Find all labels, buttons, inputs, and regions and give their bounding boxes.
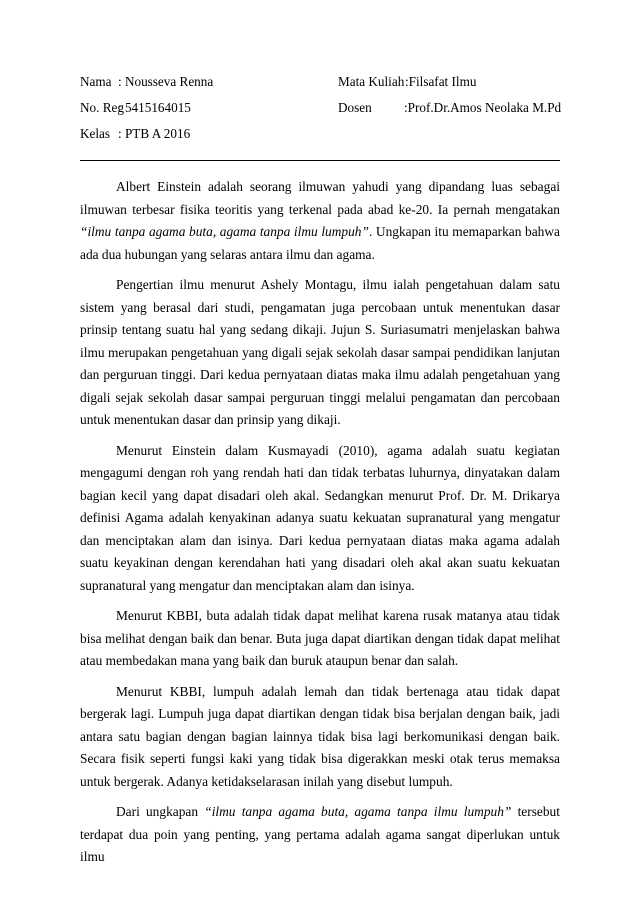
nama-value: : Nousseva Renna bbox=[118, 74, 214, 89]
mata-kuliah-label: Mata Kuliah bbox=[338, 74, 405, 89]
paragraph-1-text-b: . Ungkapan itu memaparkan bahwa ada dua hubungan yang selaras antara ilmu dan agama. bbox=[80, 224, 560, 262]
header-divider bbox=[80, 160, 560, 161]
kelas-label: Kelas bbox=[80, 126, 111, 141]
paragraph-1-quote: “ilmu tanpa agama buta, agama tanpa ilmu lumpuh” bbox=[80, 224, 369, 239]
paragraph-1 bbox=[80, 176, 560, 266]
kelas-value: : PTB A 2016 bbox=[118, 126, 191, 141]
nama-label: Nama bbox=[80, 74, 112, 89]
paragraph-2: Pengertian ilmu menurut Ashely Montagu, ilmu ialah pengetahuan dalam satu sistem yang berasal dari studi, pengamatan juga percobaan untuk menentukan dasar prinsip tentang suatu hal yang sedang dikaji. Jujun S. Suriasumatri menjelaskan bahwa ilmu merupakan pengetahuan yang digali sejak sekolah dasar sampai pendidikan lanjutan dan perguruan tinggi. Dari kedua pernyataan diatas maka ilmu adalah pengetahuan yang digali sejak sekolah dasar sampai perguruan tinggi melalui pengamatan dan percobaan untuk menentukan dasar dan prinsip yang dikaji. bbox=[80, 277, 560, 427]
paragraph-3: Menurut Einstein dalam Kusmayadi (2010), agama adalah suatu kegiatan mengagumi dengan roh yang rendah hati dan tidak terbatas luhurnya, dinyatakan dalam bagian kecil yang dapat disadari oleh akal. Sedangkan menurut Prof. Dr. M. Drikarya definisi Agama adalah kenyakinan adanya suatu kekuatan supranatural yang mengatur dan menciptakan alam dan isinya. Dari kedua pernyataan diatas maka agama adalah suatu keyakinan dengan kerendahan hati yang disadari oleh akal akan suatu kekuatan supranatural yang mengatur dan menciptakan alam dan isinya. bbox=[80, 442, 560, 593]
paragraph-4: Menurut KBBI, buta adalah tidak dapat melihat karena rusak matanya atau tidak bisa melihat dengan baik dan benar. Buta juga dapat diartikan dengan tidak dapat melihat atau membedakan mana yang baik dan buruk ataupun benar dan salah. bbox=[80, 608, 560, 668]
paragraph-6-text-b: tersebut terdapat dua poin yang penting, yang pertama adalah agama sangat diperlukan untuk ilmu bbox=[80, 804, 560, 864]
paragraph-1-text-a: Albert Einstein adalah seorang ilmuwan yahudi yang dipandang luas sebagai ilmuwan terbesar fisika teoritis yang terkenal pada abad ke-20. Ia pernah mengatakan bbox=[80, 179, 560, 217]
paragraph-6 bbox=[80, 801, 560, 869]
noreg-label: No. Reg bbox=[80, 100, 124, 115]
noreg-value: : 5415164015 bbox=[118, 100, 191, 115]
paragraph-5: Menurut KBBI, lumpuh adalah lemah dan tidak bertenaga atau tidak dapat bergerak lagi. Lumpuh juga dapat diartikan dengan tidak bisa berjalan dengan baik, jadi antara satu bagian dengan bagian lainnya tidak bisa lagi berkomunikasi dengan baik. Secara fisik seperti fungsi kaki yang tidak bisa digerakkan meski otak terus memaksa untuk bergerak. Adanya ketidakselarasan inilah yang disebut lumpuh. bbox=[80, 683, 560, 789]
paragraph-6-text-a: Dari ungkapan bbox=[116, 804, 205, 819]
dosen-label: Dosen bbox=[338, 100, 372, 115]
mata-kuliah-value: :Filsafat Ilmu bbox=[405, 74, 477, 89]
paragraph-6-quote: “ilmu tanpa agama buta, agama tanpa ilmu lumpuh” bbox=[204, 804, 512, 819]
essay-body bbox=[80, 176, 560, 869]
dosen-value: :Prof.Dr.Amos Neolaka M.Pd bbox=[404, 100, 562, 115]
